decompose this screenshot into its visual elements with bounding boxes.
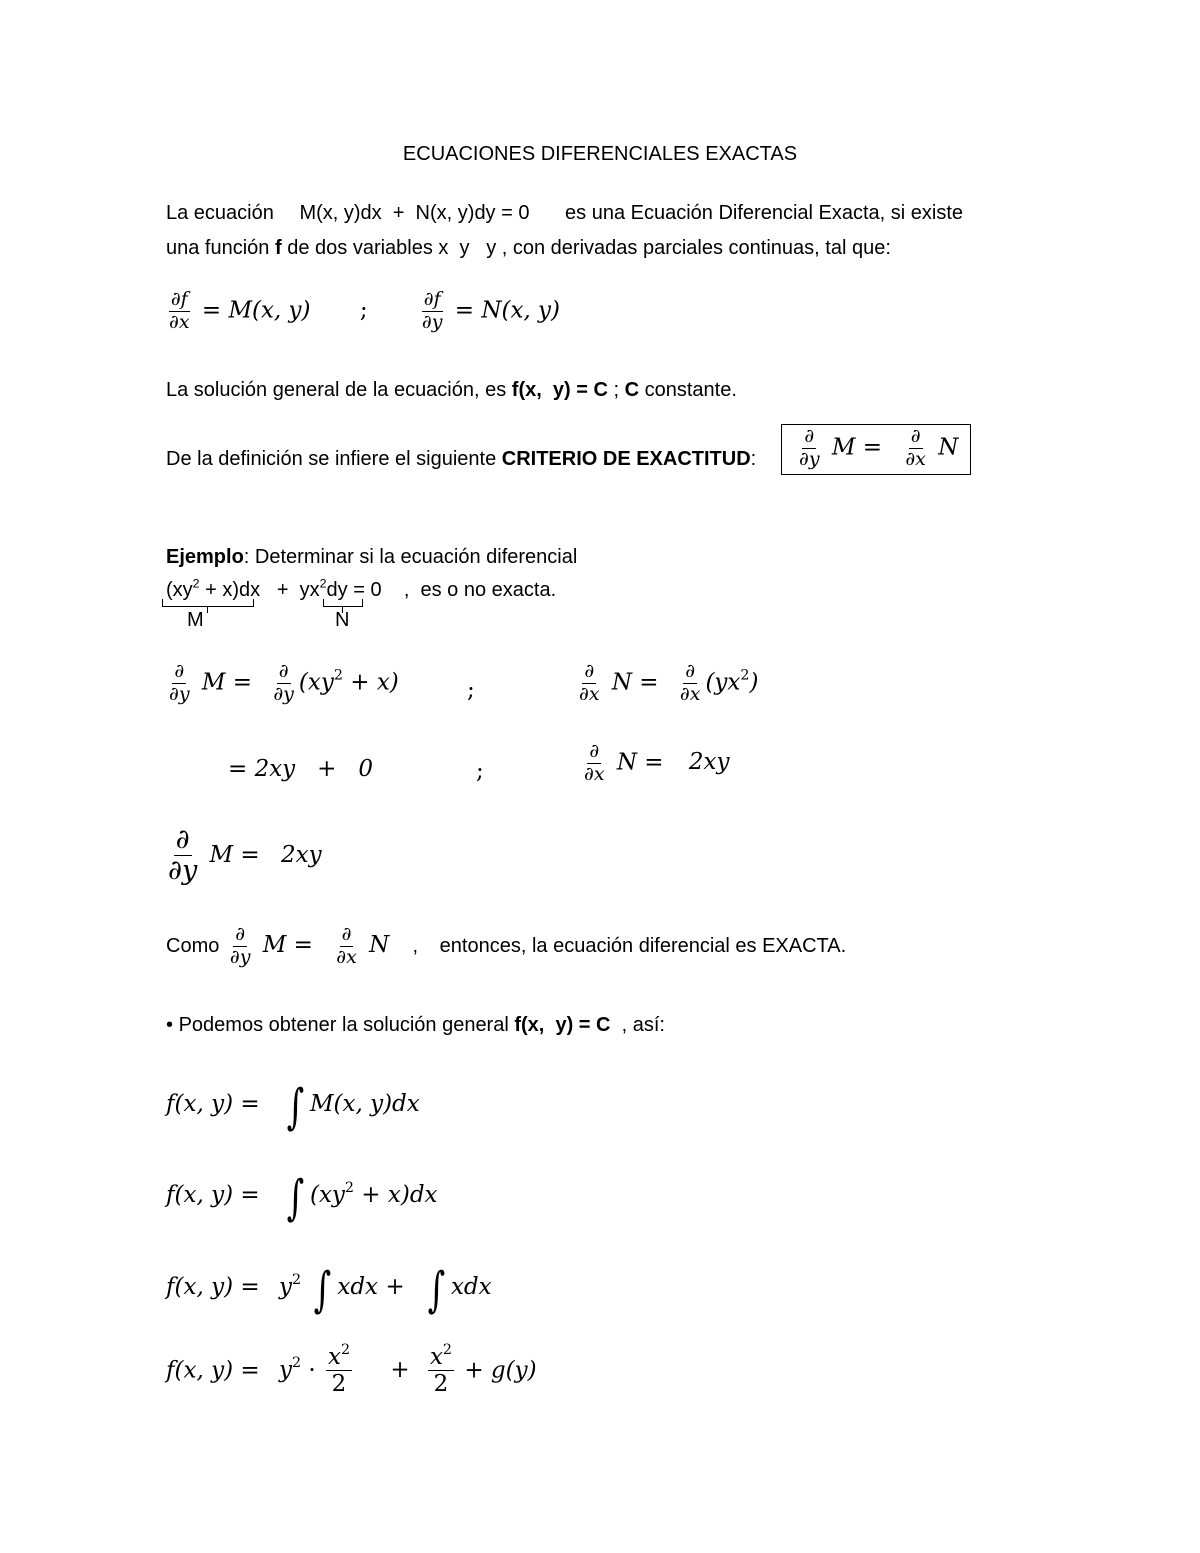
d-dy-fraction: $\frac{\partial}{\partial y}$: [799, 425, 820, 470]
integral-line-3: f(x, $y) = y^2$ ∫ xdx + ∫ xdx: [166, 1262, 492, 1318]
label-M: M: [187, 609, 204, 631]
intro-line-2: [166, 237, 891, 260]
general-solution-equation: f(x, y) = C: [511, 379, 608, 401]
bullet-icon: •: [166, 1014, 174, 1036]
example-label: Ejemplo: [166, 546, 244, 568]
step1-separator: ;: [467, 677, 475, 703]
integral-line-2: f(x, y) = ∫ $(xy^2 + x)dx$: [166, 1170, 438, 1226]
partials-eq-M: = M(x, y): [201, 297, 311, 324]
intro-line2-b: de dos variables x y y , con derivadas parciales continuas, tal que:: [281, 237, 891, 259]
brace-M-tick: [207, 606, 208, 613]
intro-prefix: La ecuación: [166, 202, 274, 224]
conclusion-line: Como $\frac{\partial}{\partial y}$ M = $\frac{\partial}{\partial x}$ N , entonces, la ecuación diferencial es EXACTA.: [166, 923, 847, 968]
partials-definition: [164, 290, 560, 333]
step1-M: $\frac{\partial}{\partial y}$ M = $\frac{\partial}{\partial y}$ $(xy^2 + x)$: [169, 660, 399, 705]
df-dx-fraction: $\frac{\partial f}{\partial x}$: [169, 288, 190, 333]
integral-line-4: f(x, $y) = y^2$ · $\frac{x^2}{2}$ + $\frac{x^2}{2}$ + g(y): [166, 1342, 537, 1398]
intro-line-1: [166, 202, 963, 225]
label-N: N: [335, 609, 350, 631]
step2-N: $\frac{\partial}{\partial x}$ N = 2xy: [584, 740, 730, 785]
criterion-label: CRITERIO DE EXACTITUD: [501, 448, 751, 470]
step3-M: $\frac{\partial}{\partial y}$ M = 2xy: [168, 824, 322, 887]
criterion-line: De la definición se infiere el siguiente CRITERIO DE EXACTITUD:: [166, 448, 757, 470]
integral-line-1: f(x, y) = ∫ M(x, y)dx: [166, 1079, 420, 1135]
d-dx-fraction: $\frac{\partial}{\partial x}$: [905, 425, 926, 470]
example-heading: Ejemplo: Determinar si la ecuación diferencial: [166, 546, 578, 568]
step2-left: = 2xy + 0: [228, 756, 373, 782]
partials-separator: ;: [359, 297, 368, 324]
function-f: f: [274, 237, 282, 259]
intro-suffix: es una Ecuación Diferencial Exacta, si existe: [565, 202, 964, 224]
partials-eq-N: = N(x, y): [454, 297, 561, 324]
df-dy-fraction: $\frac{\partial f}{\partial y}$: [421, 288, 443, 333]
intro-line2-a: una función: [166, 237, 275, 259]
step2-separator: ;: [476, 758, 484, 784]
bullet-line: • Podemos obtener la solución general f(x, y) = C , así:: [166, 1014, 665, 1036]
page-title: ECUACIONES DIFERENCIALES EXACTAS: [402, 143, 798, 165]
general-solution-line: La solución general de la ecuación, es f(x, y) = C ; C constante.: [166, 379, 737, 401]
exact-equation: M(x, y)dx + N(x, y)dy = 0: [299, 202, 530, 224]
step1-N: $\frac{\partial}{\partial x}$ N = $\frac{\partial}{\partial x}$ $(yx^2)$: [579, 660, 759, 705]
example-equation: $(xy^2 + x)dx + yx^2dy = 0$ , es o no exacta.: [166, 576, 557, 601]
criterion-box: $\frac{\partial}{\partial y}$ M = $\frac{\partial}{\partial x}$ N: [781, 424, 971, 475]
